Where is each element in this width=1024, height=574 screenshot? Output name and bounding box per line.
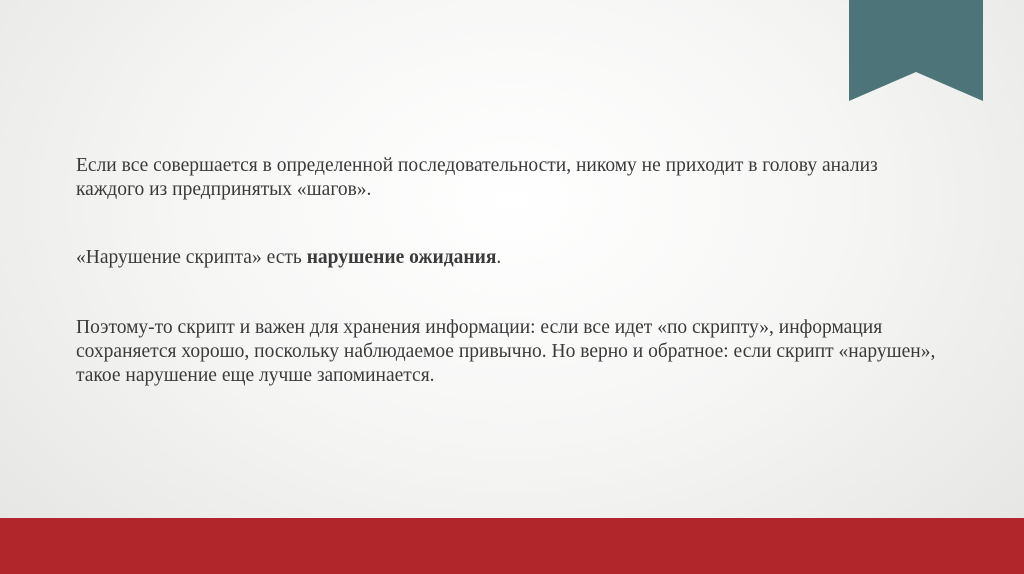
paragraph-script-violation-prefix: «Нарушение скрипта» есть [76,247,307,268]
paragraph-script-violation-emphasis: нарушение ожидания [306,247,497,268]
paragraph-script-violation-suffix: . [496,247,502,268]
paragraph-sequence: Если все совершается в определенной последовательности, никому не приходит в голову анализ каждого из предпринятых «шагов». [76,155,878,200]
bookmark-ribbon-shape [849,0,983,101]
paragraph-memory: Поэтому-то скрипт и важен для хранения информации: если все идет «по скрипту», информация сохраняется хорошо, поскольку наблюдаемое привычно. Но верно и обратное: если скрипт «нарушен», такое нарушение еще лучше запоминается. [76,317,936,386]
footer-bar [0,518,1024,574]
bookmark-ribbon [849,0,983,101]
paragraph-script-violation [76,246,936,270]
